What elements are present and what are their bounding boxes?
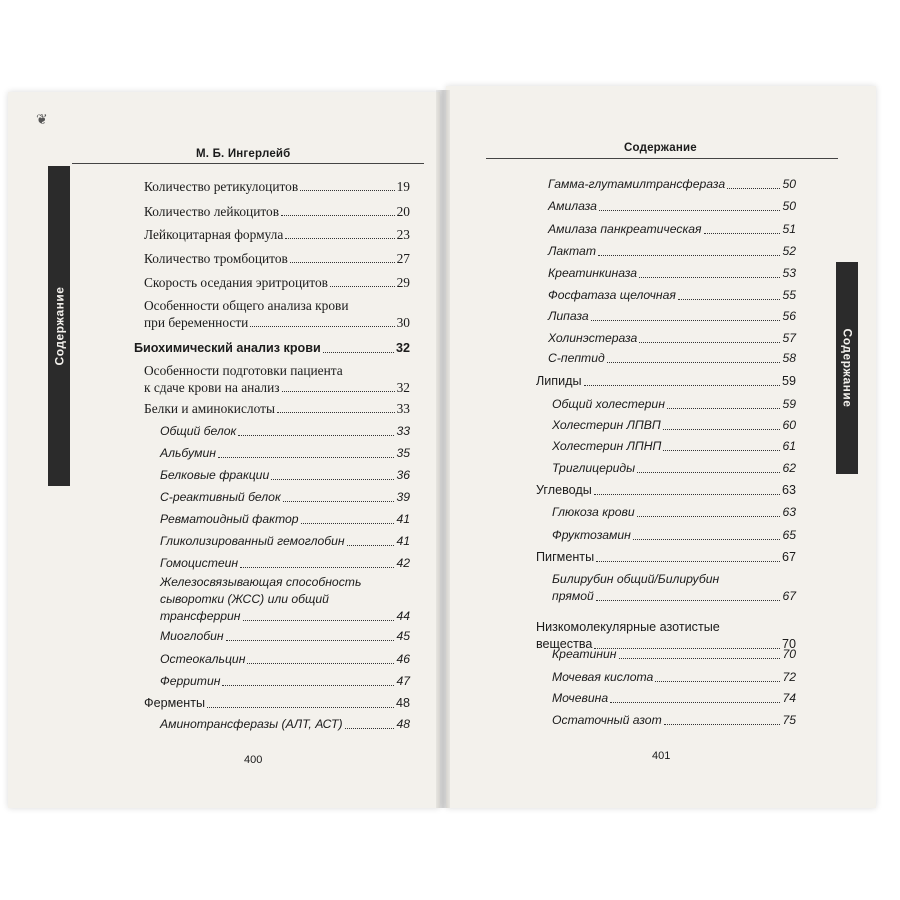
- toc-entry-page: 48: [396, 717, 410, 731]
- toc-dot-leader: [610, 702, 780, 703]
- toc-entry[interactable]: [548, 243, 796, 260]
- toc-dot-leader: [347, 545, 395, 546]
- toc-entry-title: Аминотрансферазы (АЛТ, АСТ): [160, 717, 343, 731]
- toc-entry-title: Гамма-глутамилтрансфераза: [548, 177, 726, 191]
- toc-entry-title: Биохимический анализ крови: [134, 341, 321, 355]
- toc-entry[interactable]: [536, 373, 796, 390]
- toc-entry-page: 39: [396, 490, 410, 504]
- toc-entry-page: 41: [396, 534, 410, 548]
- toc-dot-leader: [596, 600, 781, 601]
- toc-dot-leader: [591, 320, 781, 321]
- toc-entry-page: 60: [782, 418, 796, 432]
- toc-entry-page: 42: [396, 556, 410, 570]
- toc-entry[interactable]: [144, 400, 410, 417]
- toc-dot-leader: [281, 215, 395, 216]
- right-page-number: 401: [652, 750, 671, 762]
- toc-entry-lead-text: Билирубин общий/Билирубин: [552, 572, 720, 586]
- toc-entry-title: Количество тромбоцитов: [144, 251, 288, 266]
- toc-entry-title: Общий белок: [160, 424, 237, 438]
- toc-dot-leader: [663, 429, 781, 430]
- toc-entry-lead-text: Железосвязывающая способность сыворотки (ЖСС) или общий: [160, 575, 362, 606]
- toc-entry-page: 67: [782, 589, 796, 603]
- toc-entry-title: к сдаче крови на анализ: [144, 380, 280, 395]
- toc-entry[interactable]: [160, 423, 410, 440]
- toc-entry[interactable]: [144, 314, 410, 331]
- toc-dot-leader: [599, 210, 780, 211]
- toc-entry-page: 20: [396, 204, 410, 219]
- toc-entry-title: Белки и аминокислоты: [144, 401, 275, 416]
- toc-entry[interactable]: [552, 396, 796, 413]
- toc-entry-page: 44: [396, 609, 410, 623]
- toc-entry-title: прямой: [552, 589, 594, 603]
- toc-entry[interactable]: [552, 646, 796, 663]
- toc-entry-page: 23: [396, 227, 410, 242]
- toc-entry[interactable]: [160, 511, 410, 528]
- toc-dot-leader: [222, 685, 394, 686]
- toc-entry[interactable]: [160, 489, 410, 506]
- toc-entry[interactable]: [144, 695, 410, 712]
- toc-entry-lead-text: Особенности подготовки пациента: [144, 363, 343, 378]
- toc-entry-page: 19: [396, 179, 410, 194]
- toc-entry-page: 35: [396, 446, 410, 460]
- toc-entry-page: 27: [396, 251, 410, 266]
- toc-entry[interactable]: [160, 608, 410, 625]
- toc-entry-title: Белковые фракции: [160, 468, 270, 482]
- toc-dot-leader: [218, 457, 395, 458]
- toc-entry[interactable]: [552, 417, 796, 434]
- right-tab-label: Содержание: [840, 328, 854, 408]
- toc-entry-title: Количество лейкоцитов: [144, 204, 280, 219]
- toc-entry-text-lead: [536, 619, 812, 636]
- toc-entry[interactable]: [552, 527, 796, 544]
- toc-dot-leader: [639, 277, 780, 278]
- toc-entry[interactable]: [548, 287, 796, 304]
- toc-entry-page: 65: [782, 528, 796, 542]
- left-tab-label: Содержание: [52, 286, 66, 366]
- toc-entry-page: 48: [395, 696, 410, 710]
- toc-entry[interactable]: [160, 673, 410, 690]
- toc-entry[interactable]: [144, 203, 410, 220]
- toc-entry[interactable]: [552, 438, 796, 455]
- toc-dot-leader: [283, 501, 395, 502]
- toc-entry-title: Креатинин: [552, 647, 617, 661]
- toc-dot-leader: [639, 342, 780, 343]
- toc-entry-title: Альбумин: [160, 446, 216, 460]
- toc-entry-title: Ферменты: [144, 696, 206, 710]
- toc-entry[interactable]: [548, 176, 796, 193]
- toc-entry-title: Холестерин ЛПВП: [552, 418, 661, 432]
- toc-dot-leader: [243, 620, 395, 621]
- toc-dot-leader: [207, 707, 394, 708]
- toc-dot-leader: [271, 479, 394, 480]
- toc-entry-lead-text: Особенности общего анализа крови: [144, 298, 349, 313]
- toc-entry-page: 57: [782, 331, 796, 345]
- toc-entry-title: Липиды: [536, 374, 582, 388]
- toc-dot-leader: [619, 658, 781, 659]
- toc-entry-title: Мочевина: [552, 691, 609, 705]
- toc-entry[interactable]: [552, 588, 796, 605]
- toc-entry[interactable]: [536, 549, 796, 566]
- toc-entry-page: 74: [782, 691, 796, 705]
- toc-dot-leader: [330, 286, 395, 287]
- toc-entry[interactable]: [160, 628, 410, 645]
- toc-dot-leader: [664, 724, 781, 725]
- toc-entry-text-lead: [144, 362, 426, 379]
- toc-dot-leader: [247, 663, 394, 664]
- toc-entry-title: Холинэстераза: [548, 331, 638, 345]
- toc-entry-page: 61: [782, 439, 796, 453]
- toc-entry-title: Гликолизированный гемоглобин: [160, 534, 345, 548]
- toc-entry-page: 32: [395, 341, 410, 355]
- toc-entry-title: Лейкоцитарная формула: [144, 227, 284, 242]
- toc-entry[interactable]: [144, 379, 410, 396]
- toc-entry-page: 36: [396, 468, 410, 482]
- toc-entry-page: 30: [396, 315, 410, 330]
- toc-entry-title: вещества: [536, 637, 593, 651]
- toc-entry-page: 75: [782, 713, 796, 727]
- toc-dot-leader: [238, 435, 394, 436]
- toc-dot-leader: [663, 450, 780, 451]
- toc-entry-title: Липаза: [548, 309, 589, 323]
- toc-dot-leader: [704, 233, 781, 234]
- toc-entry-title: Креатинкиназа: [548, 266, 638, 280]
- toc-entry[interactable]: [160, 555, 410, 572]
- toc-entry[interactable]: [144, 250, 410, 267]
- toc-entry-title: Остеокальцин: [160, 652, 246, 666]
- toc-entry-title: Холестерин ЛПНП: [552, 439, 662, 453]
- toc-entry-title: Углеводы: [536, 483, 592, 497]
- toc-dot-leader: [323, 352, 394, 353]
- toc-entry-page: 29: [396, 275, 410, 290]
- toc-entry[interactable]: [160, 651, 410, 668]
- toc-dot-leader: [727, 188, 780, 189]
- toc-entry-title: Миоглобин: [160, 629, 224, 643]
- ornament-icon: ❦: [36, 113, 48, 128]
- toc-entry-title: С-пептид: [548, 351, 605, 365]
- left-header-rule: [72, 163, 424, 164]
- toc-entry[interactable]: [552, 504, 796, 521]
- toc-dot-leader: [240, 567, 394, 568]
- toc-entry-page: 41: [396, 512, 410, 526]
- toc-entry-page: 70: [781, 637, 796, 651]
- toc-dot-leader: [290, 262, 395, 263]
- toc-entry-title: Остаточный азот: [552, 713, 662, 727]
- toc-entry-title: Амилаза: [548, 199, 597, 213]
- toc-entry-page: 50: [782, 199, 796, 213]
- toc-dot-leader: [607, 362, 781, 363]
- toc-entry-page: 59: [781, 374, 796, 388]
- toc-entry[interactable]: [552, 669, 796, 686]
- toc-entry-page: 67: [781, 550, 796, 564]
- toc-dot-leader: [285, 238, 394, 239]
- toc-entry-title: Скорость оседания эритроцитов: [144, 275, 328, 290]
- toc-dot-leader: [633, 539, 781, 540]
- toc-entry-text-lead: [160, 574, 426, 608]
- toc-dot-leader: [584, 385, 780, 386]
- left-section-tab: [48, 166, 70, 486]
- toc-entry-page: 50: [782, 177, 796, 191]
- toc-entry-page: 70: [782, 647, 796, 661]
- toc-entry-title: Гомоцистеин: [160, 556, 239, 570]
- toc-dot-leader: [655, 681, 780, 682]
- toc-entry-page: 51: [782, 222, 796, 236]
- toc-entry-page: 53: [782, 266, 796, 280]
- toc-entry-page: 33: [396, 424, 410, 438]
- toc-dot-leader: [345, 728, 395, 729]
- toc-entry[interactable]: [536, 482, 796, 499]
- toc-entry-title: Количество ретикулоцитов: [144, 179, 299, 194]
- toc-entry-title: Пигменты: [536, 550, 595, 564]
- toc-entry-title: Фруктозамин: [552, 528, 631, 542]
- toc-entry[interactable]: [548, 350, 796, 367]
- toc-entry-page: 59: [782, 397, 796, 411]
- toc-dot-leader: [301, 523, 395, 524]
- toc-entry-page: 45: [396, 629, 410, 643]
- toc-entry-lead-text: Низкомолекулярные азотистые: [536, 620, 720, 634]
- toc-dot-leader: [596, 561, 780, 562]
- toc-dot-leader: [637, 472, 780, 473]
- toc-entry[interactable]: [144, 274, 410, 291]
- right-header-rule: [486, 158, 838, 159]
- toc-entry-page: 63: [782, 505, 796, 519]
- toc-dot-leader: [594, 494, 780, 495]
- toc-dot-leader: [277, 412, 395, 413]
- toc-entry[interactable]: [552, 712, 796, 729]
- toc-entry-page: 62: [782, 461, 796, 475]
- toc-entry[interactable]: [160, 445, 410, 462]
- book-gutter: [436, 90, 450, 808]
- toc-entry-page: 33: [396, 401, 410, 416]
- right-section-tab: [836, 262, 858, 474]
- toc-entry-page: 63: [781, 483, 796, 497]
- left-running-header: М. Б. Ингерлейб: [196, 148, 291, 160]
- left-page-number: 400: [244, 754, 263, 766]
- toc-dot-leader: [282, 391, 395, 392]
- toc-entry-page: 32: [396, 380, 410, 395]
- toc-entry[interactable]: [144, 178, 410, 195]
- toc-entry-title: Мочевая кислота: [552, 670, 654, 684]
- toc-entry-page: 47: [396, 674, 410, 688]
- toc-entry-title: Триглицериды: [552, 461, 636, 475]
- toc-dot-leader: [667, 408, 781, 409]
- toc-dot-leader: [250, 326, 394, 327]
- toc-entry[interactable]: [548, 265, 796, 282]
- toc-entry[interactable]: [144, 226, 410, 243]
- toc-entry-text-lead: [144, 297, 426, 314]
- toc-entry[interactable]: [160, 716, 410, 733]
- toc-entry-title: Глюкоза крови: [552, 505, 635, 519]
- toc-entry-page: 52: [782, 244, 796, 258]
- toc-entry-page: 72: [782, 670, 796, 684]
- toc-dot-leader: [226, 640, 395, 641]
- toc-dot-leader: [678, 299, 781, 300]
- toc-entry[interactable]: [134, 340, 410, 357]
- toc-dot-leader: [598, 255, 780, 256]
- toc-entry-title: Общий холестерин: [552, 397, 665, 411]
- toc-entry[interactable]: [160, 533, 410, 550]
- toc-entry[interactable]: [548, 330, 796, 347]
- toc-entry[interactable]: [548, 198, 796, 215]
- toc-entry-title: Лактат: [548, 244, 596, 258]
- toc-dot-leader: [300, 190, 394, 191]
- toc-entry-title: Фосфатаза щелочная: [548, 288, 676, 302]
- toc-entry-page: 55: [782, 288, 796, 302]
- right-running-header: Содержание: [624, 142, 697, 154]
- toc-entry-title: при беременности: [144, 315, 249, 330]
- toc-entry-page: 56: [782, 309, 796, 323]
- toc-entry-page: 46: [396, 652, 410, 666]
- toc-entry-title: Ревматоидный фактор: [160, 512, 299, 526]
- toc-entry[interactable]: [160, 467, 410, 484]
- toc-entry-text-lead: [552, 571, 812, 588]
- toc-entry-title: Амилаза панкреатическая: [548, 222, 702, 236]
- toc-entry[interactable]: [548, 221, 796, 238]
- toc-dot-leader: [637, 516, 781, 517]
- toc-entry[interactable]: [552, 690, 796, 707]
- toc-entry-title: С-реактивный белок: [160, 490, 281, 504]
- toc-entry-title: трансферрин: [160, 609, 241, 623]
- toc-entry-title: Ферритин: [160, 674, 221, 688]
- toc-entry[interactable]: [552, 460, 796, 477]
- toc-entry-page: 58: [782, 351, 796, 365]
- toc-entry[interactable]: [548, 308, 796, 325]
